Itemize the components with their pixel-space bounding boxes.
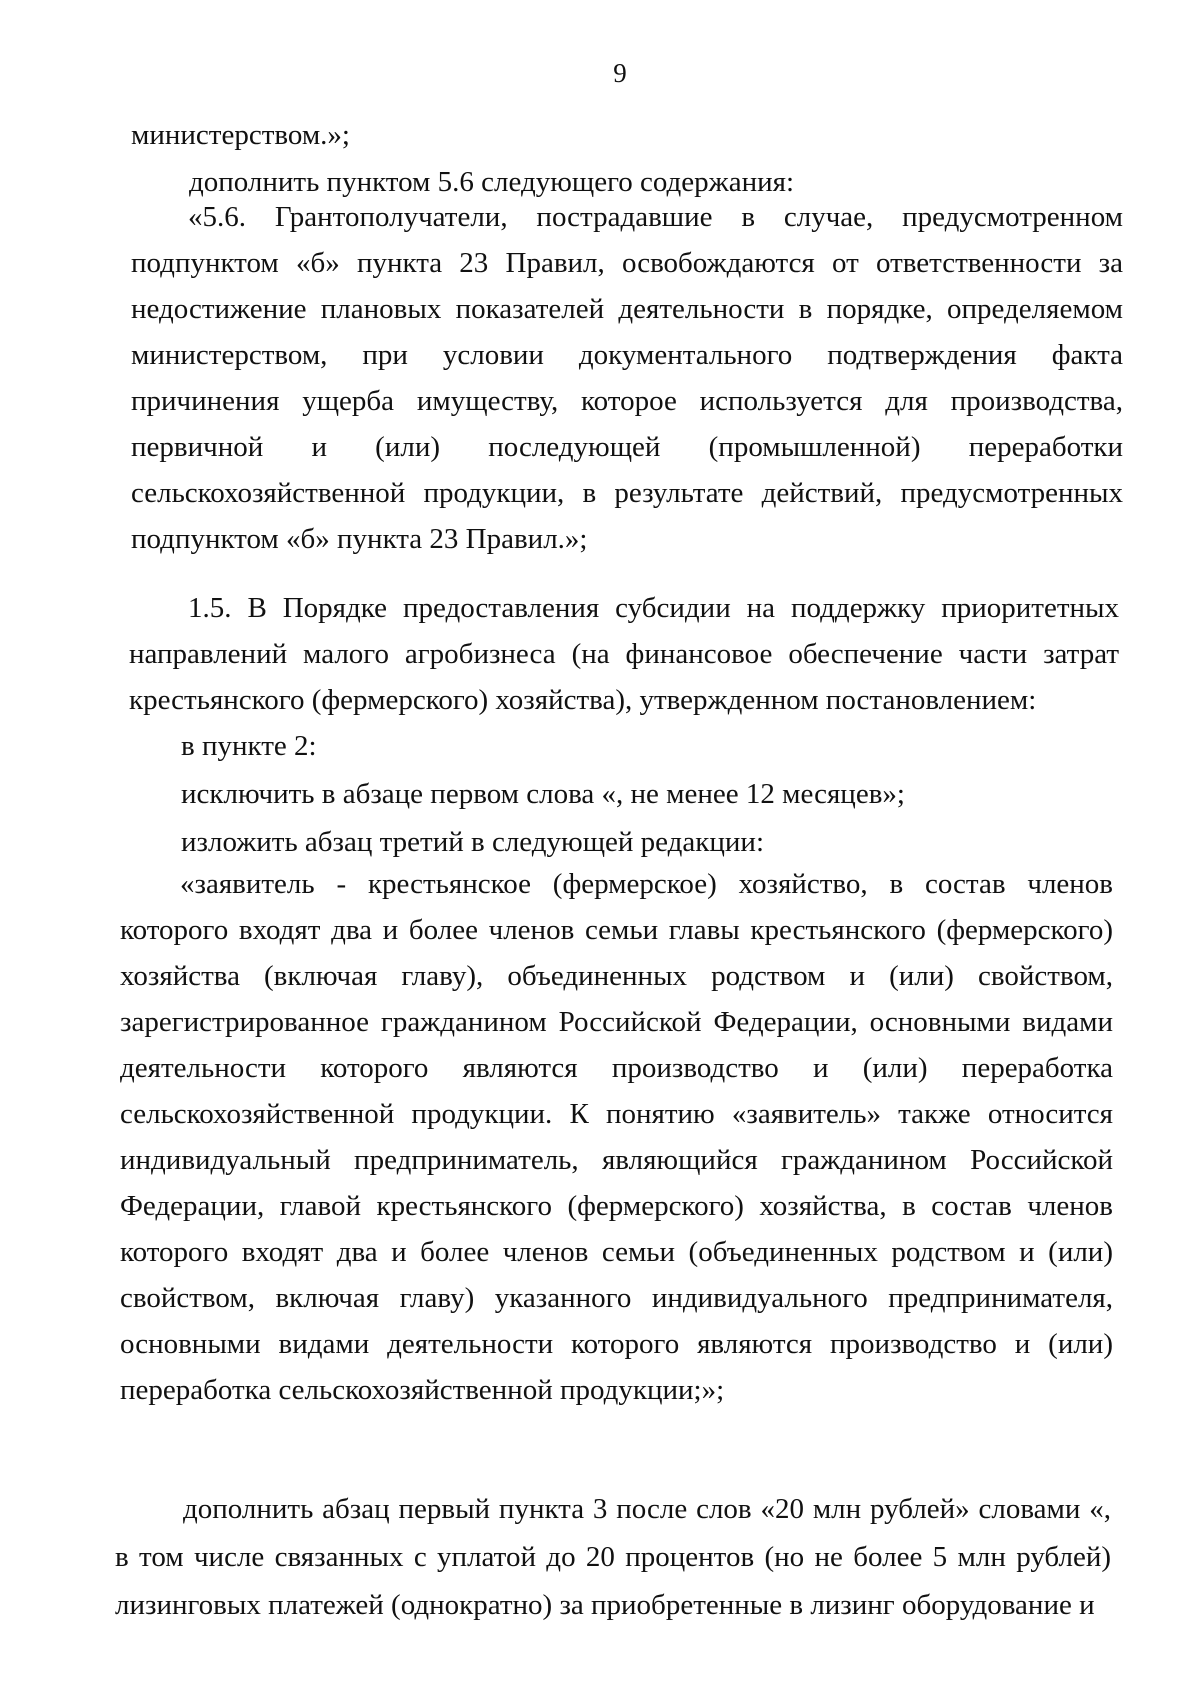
- paragraph-in-point-2: в пункте 2:: [181, 730, 317, 762]
- text-block-item-5-6: [131, 194, 1123, 562]
- paragraph-add-point-3: дополнить абзац первый пункта 3 после слов «20 млн рублей» словами «, в том числе связанных с уплатой до 20 процентов (но не более 5 млн рублей) лизинговых платежей (однократно) за приобретенные в лизинг оборудование и: [115, 1493, 1111, 1621]
- text-block-point-2: [181, 722, 1125, 866]
- paragraph-exclude-words: исключить в абзаце первом слова «, не менее 12 месяцев»;: [181, 778, 905, 810]
- text-block-intro: [131, 112, 1121, 206]
- paragraph-item-5-6-text: «5.6. Грантополучатели, пострадавшие в случае, предусмотренном подпунктом «б» пункта 23 Правил, освобождаются от ответственности за недостижение плановых показателей деятельности в порядке, определяемом министерством, при условии документального подтверждения факта причинения ущерба имуществу, которое используется для производства, первичной и (или) последующей (промышленной) переработки сельскохозяйственной продукции, в результате действий, предусмотренных подпунктом «б» пункта 23 Правил.»;: [131, 201, 1123, 555]
- text-block-item-1-5: [129, 585, 1119, 723]
- paragraph-new-edition: изложить абзац третий в следующей редакции:: [181, 826, 765, 858]
- paragraph-ministry-end: министерством.»;: [131, 119, 350, 151]
- text-block-point-3: [115, 1485, 1111, 1629]
- paragraph-item-1-5: 1.5. В Порядке предоставления субсидии на поддержку приоритетных направлений малого агробизнеса (на финансовое обеспечение части затрат крестьянского (фермерского) хозяйства), утвержденном постановлением:: [129, 592, 1119, 716]
- paragraph-applicant-definition: «заявитель - крестьянское (фермерское) хозяйство, в состав членов которого входят два и более членов семьи главы крестьянского (фермерского) хозяйства (включая главу), объединенных родством и (или) свойством, зарегистрированное гражданином Российской Федерации, основными видами деятельности которого являются производство и (или) переработка сельскохозяйственной продукции. К понятию «заявитель» также относится индивидуальный предприниматель, являющийся гражданином Российской Федерации, главой крестьянского (фермерского) хозяйства, в состав членов которого входят два и более членов семьи (объединенных родством и (или) свойством, включая главу) указанного индивидуального предпринимателя, основными видами деятельности которого являются производство и (или) переработка сельскохозяйственной продукции;»;: [120, 868, 1113, 1406]
- page-number: 9: [613, 58, 627, 88]
- paragraph-add-item-5-6: дополнить пунктом 5.6 следующего содержания:: [189, 166, 795, 198]
- text-block-applicant-definition: [120, 861, 1113, 1413]
